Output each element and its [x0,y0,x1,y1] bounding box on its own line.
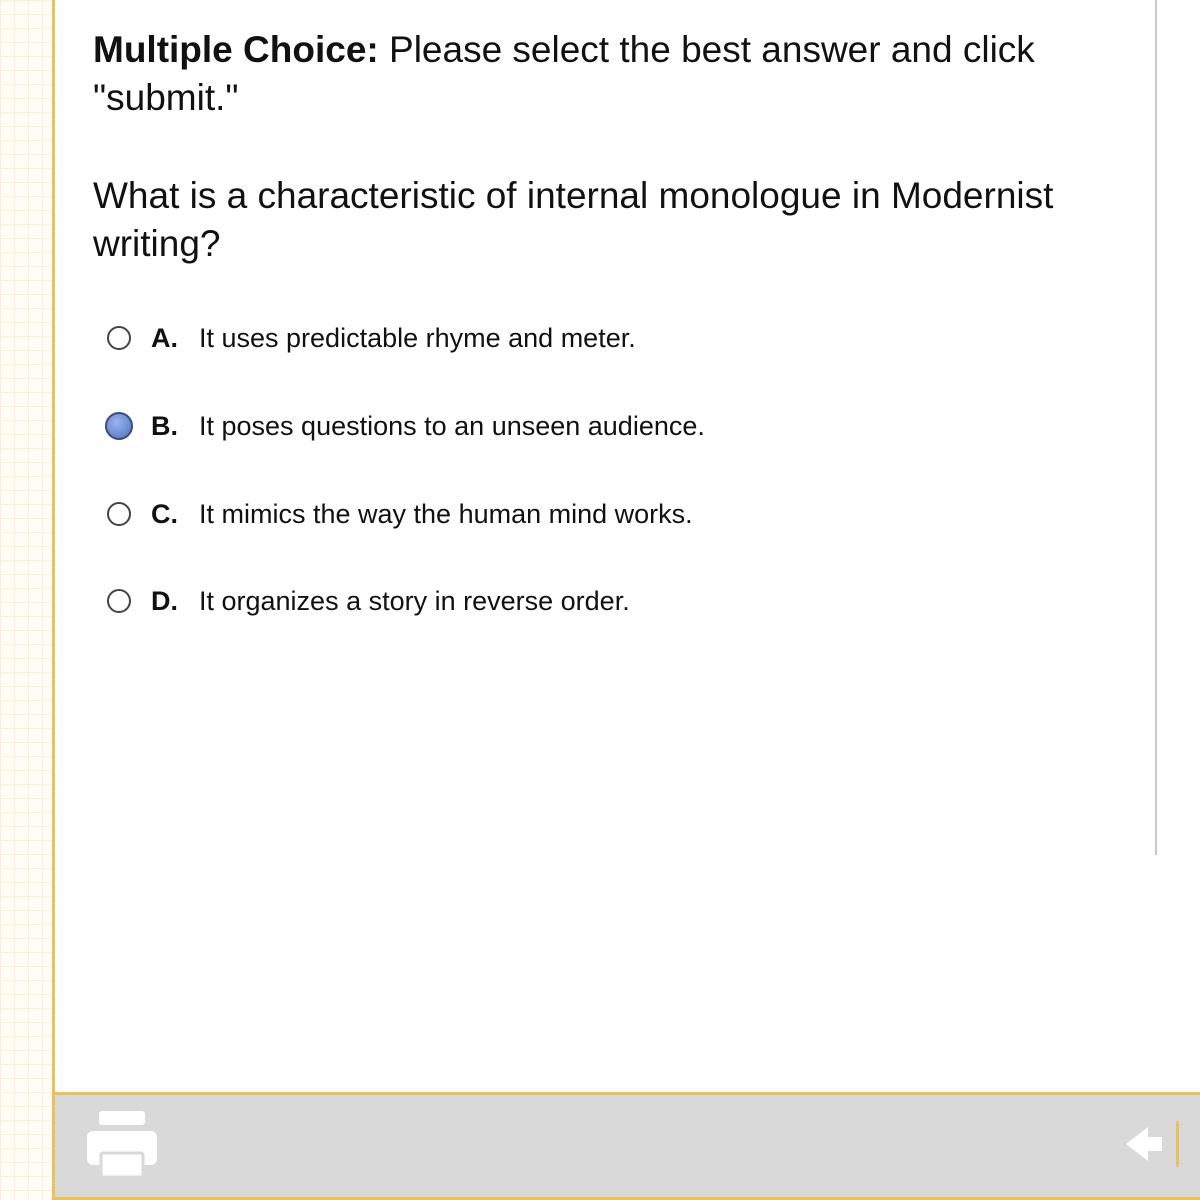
instruction-label: Multiple Choice: [93,29,379,70]
radio-button-b-selected[interactable] [105,412,133,440]
choice-text-b: It poses questions to an unseen audience. [199,410,705,441]
question-text: What is a characteristic of internal monologue in Modernist writing? [93,175,1054,264]
choice-letter-a: A. [151,322,178,353]
print-button[interactable] [85,1109,159,1181]
radio-button-c[interactable] [107,502,131,526]
instruction-body: Please select the best answer and click "submit." [93,29,1035,118]
instruction-text [93,26,1133,122]
choice-letter-b: B. [151,410,178,441]
bottom-toolbar [52,1092,1200,1200]
printer-icon [85,1109,159,1181]
arrow-left-icon [1124,1119,1184,1169]
choice-a[interactable] [107,318,636,358]
content-panel [52,0,1200,1092]
choice-text-d: It organizes a story in reverse order. [199,585,630,616]
choice-c[interactable] [107,494,693,534]
radio-button-a[interactable] [107,326,131,350]
choice-b[interactable] [107,406,705,446]
back-button[interactable] [1124,1119,1184,1169]
choice-d[interactable] [107,581,630,621]
choice-letter-c: C. [151,498,178,529]
radio-button-d[interactable] [107,589,131,613]
right-divider [1155,0,1157,855]
choice-letter-d: D. [151,585,178,616]
choice-text-c: It mimics the way the human mind works. [199,498,693,529]
background-grid [0,0,54,1200]
choice-text-a: It uses predictable rhyme and meter. [199,322,636,353]
